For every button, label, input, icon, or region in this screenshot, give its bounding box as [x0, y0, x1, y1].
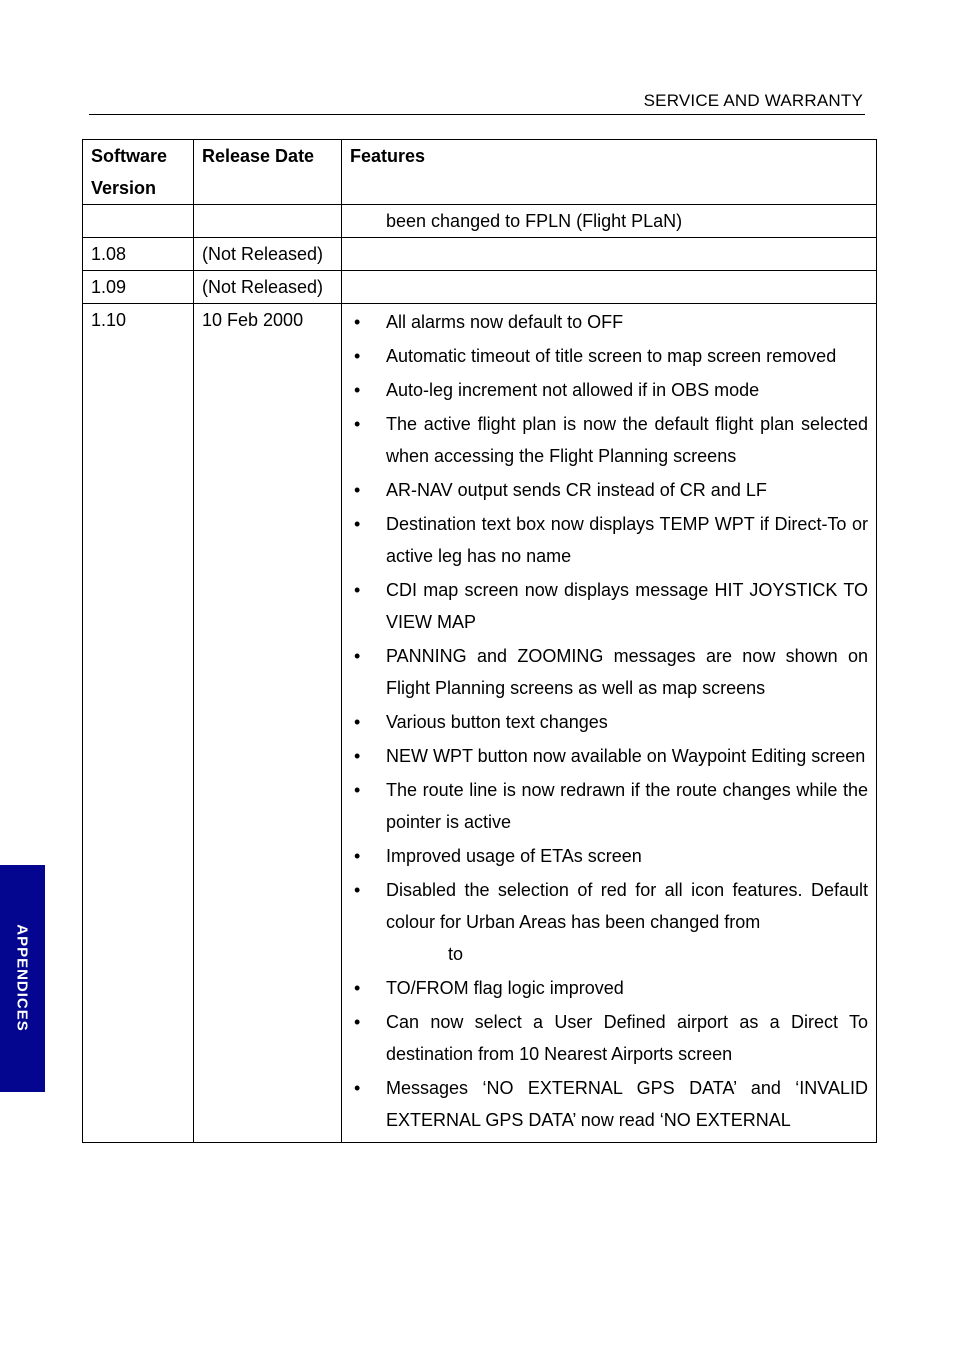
feature-text: AR-NAV output sends CR instead of CR and LF [386, 480, 767, 500]
feature-item [350, 706, 868, 738]
bullet-icon: • [354, 1012, 361, 1032]
table-row [83, 205, 877, 238]
bullet-icon: • [354, 414, 361, 434]
table-row [83, 238, 877, 271]
bullet-icon: • [354, 746, 361, 766]
feature-text: PANNING and ZOOMING messages are now shown on Flight Planning screens as well as map screens [386, 646, 868, 698]
feature-item [350, 474, 868, 506]
feature-item [350, 840, 868, 872]
features-cell [342, 271, 877, 304]
version-cell: 1.10 [83, 304, 194, 1143]
feature-item [350, 1072, 868, 1136]
feature-item [350, 306, 868, 338]
feature-text: The active flight plan is now the default flight plan selected when accessing the Flight Planning screens [386, 414, 868, 466]
bullet-icon: • [354, 480, 361, 500]
features-cell [342, 205, 877, 238]
continued-feature-text: been changed to FPLN (Flight PLaN) [386, 211, 683, 231]
feature-text: Destination text box now displays TEMP WPT if Direct-To or active leg has no name [386, 514, 868, 566]
feature-item [350, 340, 868, 372]
bullet-icon: • [354, 846, 361, 866]
version-cell: 1.08 [83, 238, 194, 271]
column-header-software-version: Software Version [83, 140, 194, 205]
bullet-icon: • [354, 978, 361, 998]
column-header-release-date: Release Date [194, 140, 342, 205]
feature-item [350, 1006, 868, 1070]
feature-item [350, 508, 868, 572]
feature-item [350, 374, 868, 406]
version-cell [83, 205, 194, 238]
appendices-side-tab [0, 865, 45, 1092]
table-header-row [83, 140, 877, 205]
feature-item [350, 972, 868, 1004]
release-date-cell: (Not Released) [194, 238, 342, 271]
feature-list [350, 306, 868, 1142]
bullet-icon: • [354, 780, 361, 800]
feature-text: Can now select a User Defined airport as a Direct To destination from 10 Nearest Airports screen [386, 1012, 868, 1064]
features-cell [342, 238, 877, 271]
feature-item [350, 774, 868, 838]
version-cell: 1.09 [83, 271, 194, 304]
feature-item [350, 574, 868, 638]
release-date-cell: 10 Feb 2000 [194, 304, 342, 1143]
header-rule [89, 114, 865, 115]
page-header-title: SERVICE AND WARRANTY [643, 91, 863, 110]
bullet-icon: • [354, 514, 361, 534]
feature-text: NEW WPT button now available on Waypoint Editing screen [386, 746, 866, 766]
bullet-icon: • [354, 346, 361, 366]
bullet-icon: • [354, 380, 361, 400]
feature-text: Messages ‘NO EXTERNAL GPS DATA’ and ‘INVALID EXTERNAL GPS DATA’ now read ‘NO EXTERNAL [386, 1078, 868, 1130]
release-date-cell [194, 205, 342, 238]
software-version-table [82, 139, 877, 1143]
release-date-cell: (Not Released) [194, 271, 342, 304]
feature-text: Automatic timeout of title screen to map screen removed [386, 346, 837, 366]
feature-item [350, 408, 868, 472]
bullet-icon: • [354, 1078, 361, 1098]
feature-text: Auto-leg increment not allowed if in OBS mode [386, 380, 760, 400]
feature-item [350, 640, 868, 704]
bullet-icon: • [354, 646, 361, 666]
feature-text: Various button text changes [386, 712, 608, 732]
feature-text: Disabled the selection of red for all icon features. Default colour for Urban Areas has been changed from [386, 880, 868, 932]
feature-item [350, 874, 868, 970]
column-header-features: Features [342, 140, 877, 205]
table-row [83, 271, 877, 304]
side-tab-label: APPENDICES [13, 924, 31, 1032]
feature-text: All alarms now default to OFF [386, 312, 624, 332]
bullet-icon: • [354, 312, 361, 332]
feature-text: TO/FROM flag logic improved [386, 978, 624, 998]
feature-text: CDI map screen now displays message HIT JOYSTICK TO VIEW MAP [386, 580, 868, 632]
features-cell [342, 304, 877, 1143]
feature-text-tail: to [448, 944, 464, 964]
feature-text: The route line is now redrawn if the route changes while the pointer is active [386, 780, 868, 832]
table-row [83, 304, 877, 1143]
bullet-icon: • [354, 712, 361, 732]
bullet-icon: • [354, 880, 361, 900]
feature-text: Improved usage of ETAs screen [386, 846, 642, 866]
bullet-icon: • [354, 580, 361, 600]
feature-item [350, 740, 868, 772]
